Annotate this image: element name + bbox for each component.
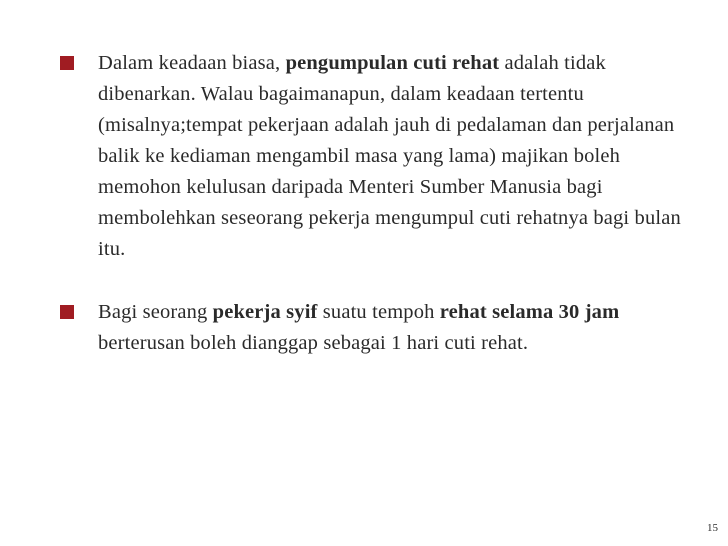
page-number: 15 [707, 522, 718, 534]
bullet-item [60, 297, 700, 359]
text-segment: Dalam keadaan biasa, [98, 52, 286, 74]
bold-text-segment: rehat selama 30 jam [439, 301, 620, 323]
text-segment: Bagi seorang [98, 301, 213, 323]
bullet-text [98, 52, 681, 260]
text-segment: adalah tidak dibenarkan. Walau bagaimanapun, dalam keadaan tertentu (misalnya;tempat pekerjaan adalah jauh di pedalaman dan perjalanan balik ke kediaman mengambil masa yang lama) majikan boleh memohon kelulusan daripada Menteri Sumber Manusia bagi membolehkan seseorang pekerja mengumpul cuti rehatnya bagi bulan itu. [98, 52, 681, 260]
bullet-item [60, 48, 700, 265]
square-bullet-icon [60, 305, 74, 319]
bullet-list [60, 48, 700, 359]
text-segment: suatu tempoh [317, 301, 440, 323]
bullet-text [98, 301, 619, 354]
square-bullet-icon [60, 56, 74, 70]
text-segment: berterusan boleh dianggap sebagai 1 hari cuti rehat. [98, 332, 529, 354]
bold-text-segment: pengumpulan cuti rehat [285, 52, 500, 74]
bold-text-segment: pekerja syif [212, 301, 318, 323]
